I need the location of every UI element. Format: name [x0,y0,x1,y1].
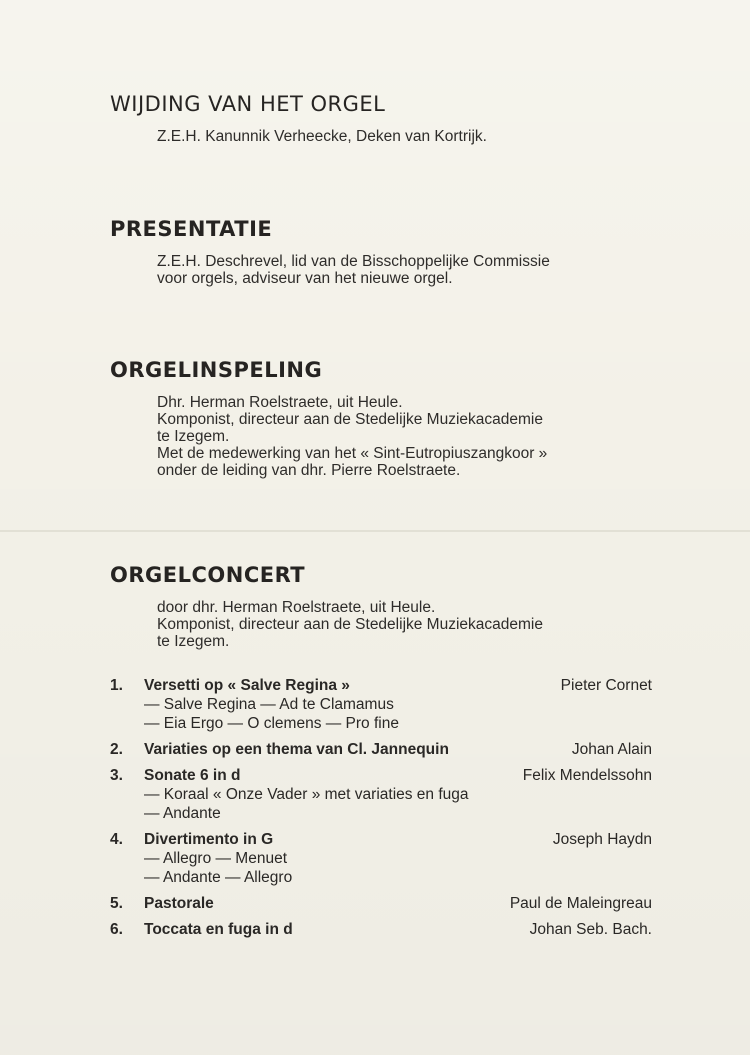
program-item-2 [110,740,652,759]
item-movement: — Andante — Allegro [144,869,293,886]
item-movement: — Eia Ergo — O clemens — Pro fine [144,715,399,732]
program-item-5 [110,894,652,913]
section-heading: WIJDING VAN HET ORGEL [110,92,386,116]
section-wijding [110,92,670,145]
program-item-3 [110,766,652,823]
item-number: 1. [110,677,123,694]
program-item-4 [110,830,652,887]
item-movement: — Salve Regina — Ad te Clamamus [144,696,394,713]
paper-fold-line [0,530,750,532]
item-number: 4. [110,831,123,848]
item-composer: Felix Mendelssohn [522,767,652,784]
item-title: Versetti op « Salve Regina » [144,677,350,694]
item-number: 6. [110,921,123,938]
program-item-6 [110,920,652,939]
item-number: 5. [110,895,123,912]
item-number: 3. [110,767,123,784]
section-text: Dhr. Herman Roelstraete, uit Heule. Komponist, directeur aan de Stedelijke Muziekacademie te Izegem. Met de medewerking van het « Sint-Eutropiuszangkoor » onder de leiding van dhr. Pierre Roelstraete. [157,394,548,479]
item-movement: — Andante [144,805,221,822]
section-text: door dhr. Herman Roelstraete, uit Heule. Komponist, directeur aan de Stedelijke Muziekacademie te Izegem. [157,599,543,650]
item-composer: Johan Seb. Bach. [529,921,652,938]
item-composer: Johan Alain [571,741,652,758]
section-heading: ORGELCONCERT [110,563,306,587]
item-title: Variaties op een thema van Cl. Jannequin [144,741,449,758]
item-composer: Pieter Cornet [560,677,652,694]
section-heading: ORGELINSPELING [110,358,323,382]
item-title: Pastorale [144,895,214,912]
item-number: 2. [110,741,123,758]
item-title: Divertimento in G [144,831,274,848]
program-item-1 [110,676,652,733]
section-orgelconcert [110,563,670,650]
section-text: Z.E.H. Kanunnik Verheecke, Deken van Kortrijk. [157,128,487,145]
item-composer: Joseph Haydn [552,831,652,848]
item-title: Sonate 6 in d [144,767,241,784]
item-movement: — Koraal « Onze Vader » met variaties en fuga [144,786,469,803]
item-title: Toccata en fuga in d [144,921,293,938]
section-heading: PRESENTATIE [110,217,273,241]
program-list [110,676,652,946]
section-text: Z.E.H. Deschrevel, lid van de Bisschoppelijke Commissie voor orgels, adviseur van het nieuwe orgel. [157,253,550,287]
section-orgelinspeling [110,358,670,479]
section-presentatie [110,217,670,287]
item-composer: Paul de Maleingreau [509,895,652,912]
item-movement: — Allegro — Menuet [144,850,288,867]
